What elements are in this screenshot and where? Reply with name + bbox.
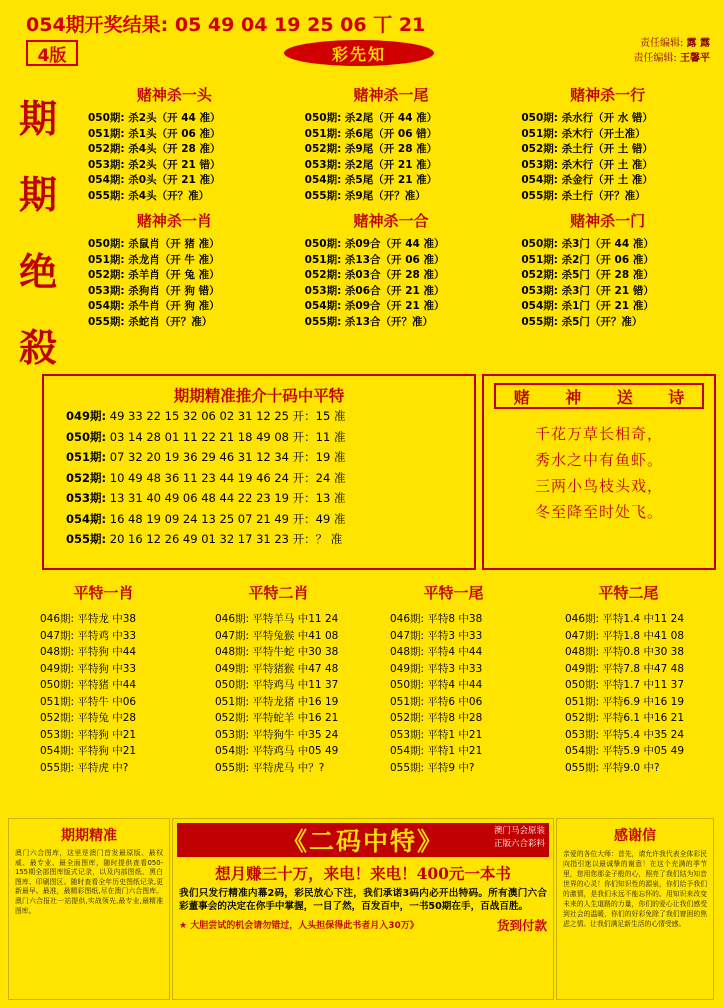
pingte-row: 050期: 平特鸡马 中11 37 <box>215 679 339 691</box>
pingte-row: 046期: 平特1.4 中11 24 <box>565 613 685 625</box>
bottom-left-panel <box>8 818 170 1000</box>
kill-row: 054期: 杀0头（开 21 准） <box>88 174 221 186</box>
ten-code-row <box>44 509 474 530</box>
kill-row: 054期: 杀5尾（开 21 准） <box>304 174 438 186</box>
kill-section-title: 赌神杀一门 <box>570 212 646 230</box>
thanks-letter-body: 亲爱的各位大师：首先，请允许我代表全体彩民向指引迷以最诚挚的谢意！在这个充满的季节里，您用您那金子般的心，照亮了我们结为知音世界的心灵！你们知识性的源泉，你们给予我们的激情，是我们永远不能忘怀的。用知识来改变未来的人生道路的力量，你们的爱心让我们感受到社会的温暖，你们的好彩免除了我们窘困的焦虑之情。让我们满足新生活的心情受感。 <box>563 850 707 928</box>
bottom-left-body: 澳门六合图库，这里是澳门首发最原版、最权威、最专业、最全面图库，随时提供查看050-155期全部图库版式记录，以及内部图纸、黑白图库、印刷图区。随时查看全年历史图纸记录,更新最早。最准，最精彩图纸,尽在澳门六合图库。澳门六合报社一站提供,实战领先,最专业,最精准图库。 <box>15 849 163 915</box>
pingte-row: 050期: 平特1.7 中11 37 <box>565 679 685 691</box>
ten-code-row <box>44 468 474 489</box>
kill-section-kill-zodiac <box>66 204 283 330</box>
kill-row: 055期: 杀9尾（开？准） <box>304 189 426 202</box>
brand-logo: 彩先知 <box>284 40 434 66</box>
pingte-row: 050期: 平特4 中44 <box>390 679 483 691</box>
period-label: 051期: <box>66 450 107 464</box>
kill-row: 050期: 杀鼠肖（开 猪 准） <box>88 238 220 250</box>
kill-section-kill-head <box>66 78 283 204</box>
pingte-row: 054期: 平特5.9 中05 49 <box>565 745 685 757</box>
pingte-row: 048期: 平特0.8 中30 38 <box>565 646 685 658</box>
pingte-column-one-zodiac <box>16 578 191 776</box>
middle-section <box>42 374 716 572</box>
vertical-title-char-2: 期 <box>18 172 57 218</box>
kill-row: 054期: 杀金行（开 土 准） <box>521 174 653 186</box>
ten-code-title: 期期精准推介十码中平特 <box>173 386 345 405</box>
period-label: 055期: <box>66 532 107 546</box>
kill-row: 051期: 杀木行（开土准） <box>521 127 646 140</box>
kill-section-title: 赌神杀一行 <box>570 86 646 104</box>
pingte-column-one-tail <box>366 578 541 776</box>
pingte-title: 平特二肖 <box>248 584 309 602</box>
pingte-column-two-zodiac <box>191 578 366 776</box>
kill-row: 052期: 杀4头（开 28 准） <box>88 143 221 155</box>
pingte-row: 050期: 平特猪 中44 <box>40 679 137 691</box>
result: 开：24 准 <box>292 470 346 485</box>
kill-row: 052期: 杀9尾（开 28 准） <box>304 143 438 155</box>
period-label: 050期: <box>66 429 107 444</box>
pingte-row: 049期: 平特狗 中33 <box>40 662 137 675</box>
numbers: 07 32 20 19 36 29 46 31 12 34 <box>109 450 289 464</box>
poem-box <box>482 374 716 570</box>
advert-banner-title: 《二码中特》 <box>281 827 444 856</box>
pingte-row: 051期: 平特6.9 中16 19 <box>565 695 685 708</box>
advert-banner <box>177 823 549 857</box>
kill-row: 052期: 杀土行（开 土 错） <box>521 143 653 155</box>
pingte-row: 052期: 平特蛇羊 中16 21 <box>215 712 339 724</box>
pingte-row: 046期: 平特龙 中38 <box>40 613 137 625</box>
kill-row: 055期: 杀5门（开？准） <box>521 315 643 328</box>
numbers: 13 31 40 49 06 48 44 22 23 19 <box>109 491 289 505</box>
ten-code-row <box>44 447 474 468</box>
pingte-title: 平特一肖 <box>73 584 134 602</box>
numbers: 49 33 22 15 32 06 02 31 12 25 <box>109 409 289 423</box>
ten-code-row <box>44 488 474 509</box>
advert-footer <box>173 914 553 934</box>
result: 开：15 准 <box>292 409 346 423</box>
kill-section-kill-row <box>499 78 716 204</box>
pingte-row: 053期: 平特5.4 中35 24 <box>565 728 685 741</box>
result: 开：11 准 <box>292 429 346 444</box>
pingte-row: 052期: 平特兔 中28 <box>40 712 137 724</box>
kill-row: 052期: 杀5门（开 28 准） <box>521 269 654 281</box>
poem-line: 千花万草长相奇， <box>534 425 663 443</box>
advert-banner-side-text <box>494 825 545 851</box>
pingte-row: 054期: 平特1 中21 <box>390 745 483 757</box>
pingte-row: 051期: 平特6 中06 <box>390 695 483 708</box>
advert-side-line-2: 正版六合彩料 <box>493 839 545 849</box>
page-title: 054期开奖结果: 05 49 04 19 25 06 丅 21 <box>26 14 426 36</box>
pingte-row: 047期: 平特1.8 中41 08 <box>565 629 685 642</box>
kill-row: 054期: 杀09合（开 21 准） <box>304 300 445 312</box>
kill-row: 052期: 杀03合（开 28 准） <box>304 269 445 281</box>
pingte-row: 055期: 平特虎 中? <box>40 761 129 774</box>
poem-title-char-4: 诗 <box>668 387 685 407</box>
period-label: 052期: <box>66 470 107 485</box>
pingte-row: 053期: 平特狗 中21 <box>40 728 137 741</box>
kill-section-title: 赌神杀一肖 <box>136 212 212 230</box>
poem-line: 三两小鸟枝头戏， <box>534 477 663 495</box>
vertical-section-title <box>8 82 68 382</box>
period-label: 049期: <box>66 409 107 423</box>
pingte-row: 049期: 平特猪猴 中47 48 <box>215 662 339 675</box>
bottom-mid-advert <box>172 818 554 1000</box>
pingte-row: 054期: 平特鸡马 中05 49 <box>215 745 339 757</box>
period-label: 053期: <box>66 491 107 505</box>
numbers: 16 48 19 09 24 13 25 07 21 49 <box>109 511 289 526</box>
bottom-right-panel <box>556 818 714 1000</box>
advert-cod-label: 货到付款 <box>496 917 547 933</box>
kill-row: 051期: 杀13合（开 06 准） <box>304 253 445 266</box>
page-header <box>0 0 724 72</box>
kill-row: 053期: 杀2尾（开 21 准） <box>304 158 438 171</box>
pingte-title: 平特一尾 <box>423 584 484 602</box>
poem-title-char-2: 神 <box>565 387 582 407</box>
poem-title <box>494 383 704 409</box>
pingte-row: 047期: 平特兔猴 中41 08 <box>215 629 339 642</box>
kill-row: 050期: 杀水行（开 水 错） <box>521 112 653 124</box>
numbers: 03 14 28 01 11 22 21 18 49 08 <box>109 429 289 444</box>
period-label: 054期: <box>66 511 107 526</box>
kill-section-kill-tail <box>283 78 500 204</box>
vertical-title-char-3: 绝 <box>18 248 57 294</box>
pingte-row: 048期: 平特牛蛇 中30 38 <box>215 646 339 658</box>
pingte-row: 047期: 平特3 中33 <box>390 629 483 642</box>
kill-section-title: 赌神杀一合 <box>353 212 429 230</box>
kill-row: 055期: 杀4头（开？准） <box>88 189 210 202</box>
editor-name-1: 露 露 <box>686 38 710 49</box>
pingte-row: 048期: 平特狗 中44 <box>40 646 137 658</box>
ten-code-row <box>44 427 474 448</box>
kill-predictions-block <box>66 78 716 370</box>
advert-subtitle: 想月赚三十万，来电！来电！400元一本书 <box>215 864 511 883</box>
pingte-row: 049期: 平特3 中33 <box>390 662 483 675</box>
kill-row: 051期: 杀龙肖（开 牛 准） <box>88 253 220 266</box>
kill-row: 052期: 杀羊肖（开 兔 准） <box>88 269 220 281</box>
vertical-title-char-1: 期 <box>18 96 57 141</box>
pingte-column-two-tail <box>541 578 716 776</box>
kill-row: 053期: 杀2头（开 21 错） <box>88 158 221 171</box>
ten-code-box <box>42 374 476 570</box>
kill-row: 050期: 杀2头（开 44 准） <box>88 112 221 124</box>
result: 开：？ 准 <box>292 532 343 546</box>
pingte-row: 051期: 平特龙猪 中16 19 <box>215 695 339 708</box>
page-number-badge: 4版 <box>26 40 78 66</box>
kill-row: 050期: 杀09合（开 44 准） <box>304 238 445 250</box>
kill-section-title: 赌神杀一尾 <box>353 86 429 104</box>
kill-row: 051期: 杀1头（开 06 准） <box>88 127 221 140</box>
editor-credits <box>633 36 710 66</box>
pingte-row: 046期: 平特羊马 中11 24 <box>215 613 339 625</box>
pingte-row: 052期: 平特8 中28 <box>390 712 483 724</box>
bottom-left-title: 期期精准 <box>61 828 117 844</box>
pingte-row: 052期: 平特6.1 中16 21 <box>565 712 685 724</box>
advert-warning: ★ 大胆尝试的机会请勿错过，人头担保得此书者月入30万》 <box>179 921 419 932</box>
kill-row: 051期: 杀2门（开 06 准） <box>521 253 654 266</box>
kill-row: 055期: 杀蛇肖（开？准） <box>88 315 213 328</box>
pingte-row: 055期: 平特虎马 中？? <box>215 761 325 774</box>
ten-code-row <box>44 529 474 550</box>
poem-line: 冬至降至时处飞。 <box>534 503 663 521</box>
pingte-section <box>16 578 716 812</box>
kill-row: 050期: 杀3门（开 44 准） <box>521 238 654 250</box>
vertical-title-char-4: 殺 <box>18 324 57 370</box>
editor-label-1: 责任编辑: <box>639 38 684 49</box>
pingte-row: 048期: 平特4 中44 <box>390 646 483 658</box>
ten-code-row <box>44 406 474 427</box>
editor-label-2: 责任编辑: <box>633 53 677 64</box>
poem-line: 秀水之中有鱼虾。 <box>534 451 663 469</box>
pingte-row: 055期: 平特9.0 中? <box>565 761 660 774</box>
pingte-row: 054期: 平特狗 中21 <box>40 745 137 757</box>
kill-section-title: 赌神杀一头 <box>136 86 212 104</box>
kill-row: 051期: 杀6尾（开 06 错） <box>304 127 438 140</box>
kill-row: 055期: 杀13合（开？准） <box>304 315 434 328</box>
result: 开：49 准 <box>292 511 346 526</box>
advert-side-line-1: 澳门马会原装 <box>493 826 545 836</box>
poem-title-char-1: 赌 <box>513 387 530 407</box>
kill-row: 053期: 杀3门（开 21 错） <box>521 284 654 297</box>
kill-row: 053期: 杀狗肖（开 狗 错） <box>88 284 220 297</box>
pingte-row: 049期: 平特7.8 中47 48 <box>565 662 685 675</box>
numbers: 20 16 12 26 49 01 32 17 31 23 <box>109 532 289 546</box>
kill-row: 053期: 杀06合（开 21 准） <box>304 284 445 297</box>
main-sheet <box>8 74 716 814</box>
pingte-title: 平特二尾 <box>598 584 659 602</box>
bottom-section <box>8 818 716 1000</box>
result: 开：13 准 <box>292 491 346 505</box>
kill-row: 054期: 杀牛肖（开 狗 准） <box>88 300 220 312</box>
editor-name-2: 王馨平 <box>680 53 710 64</box>
kill-section-kill-gate <box>499 204 716 330</box>
result: 开：19 准 <box>292 450 346 464</box>
kill-row: 054期: 杀1门（开 21 准） <box>521 300 654 312</box>
kill-row: 055期: 杀土行（开？准） <box>521 189 646 202</box>
advert-paragraph: 我们只发行精准内幕2码，彩民放心下注，我们承诺3码内必开出特码。所有澳门六合彩董事会的决定在你手中掌握，一目了然，百发百中，一书50期在手，百战百胜。 <box>179 888 547 913</box>
kill-row: 050期: 杀2尾（开 44 准） <box>304 112 438 124</box>
thanks-letter-title: 感谢信 <box>614 828 656 844</box>
pingte-row: 047期: 平特鸡 中33 <box>40 629 137 642</box>
pingte-row: 046期: 平特8 中38 <box>390 613 483 625</box>
poem-title-char-3: 送 <box>616 387 633 407</box>
kill-row: 053期: 杀木行（开 土 准） <box>521 158 653 171</box>
pingte-row: 053期: 平特狗牛 中35 24 <box>215 728 339 741</box>
pingte-row: 053期: 平特1 中21 <box>390 728 483 741</box>
pingte-row: 055期: 平特9 中? <box>390 761 475 774</box>
kill-section-kill-sum <box>283 204 500 330</box>
pingte-row: 051期: 平特牛 中06 <box>40 695 137 708</box>
numbers: 10 49 48 36 11 23 44 19 46 24 <box>109 470 289 485</box>
